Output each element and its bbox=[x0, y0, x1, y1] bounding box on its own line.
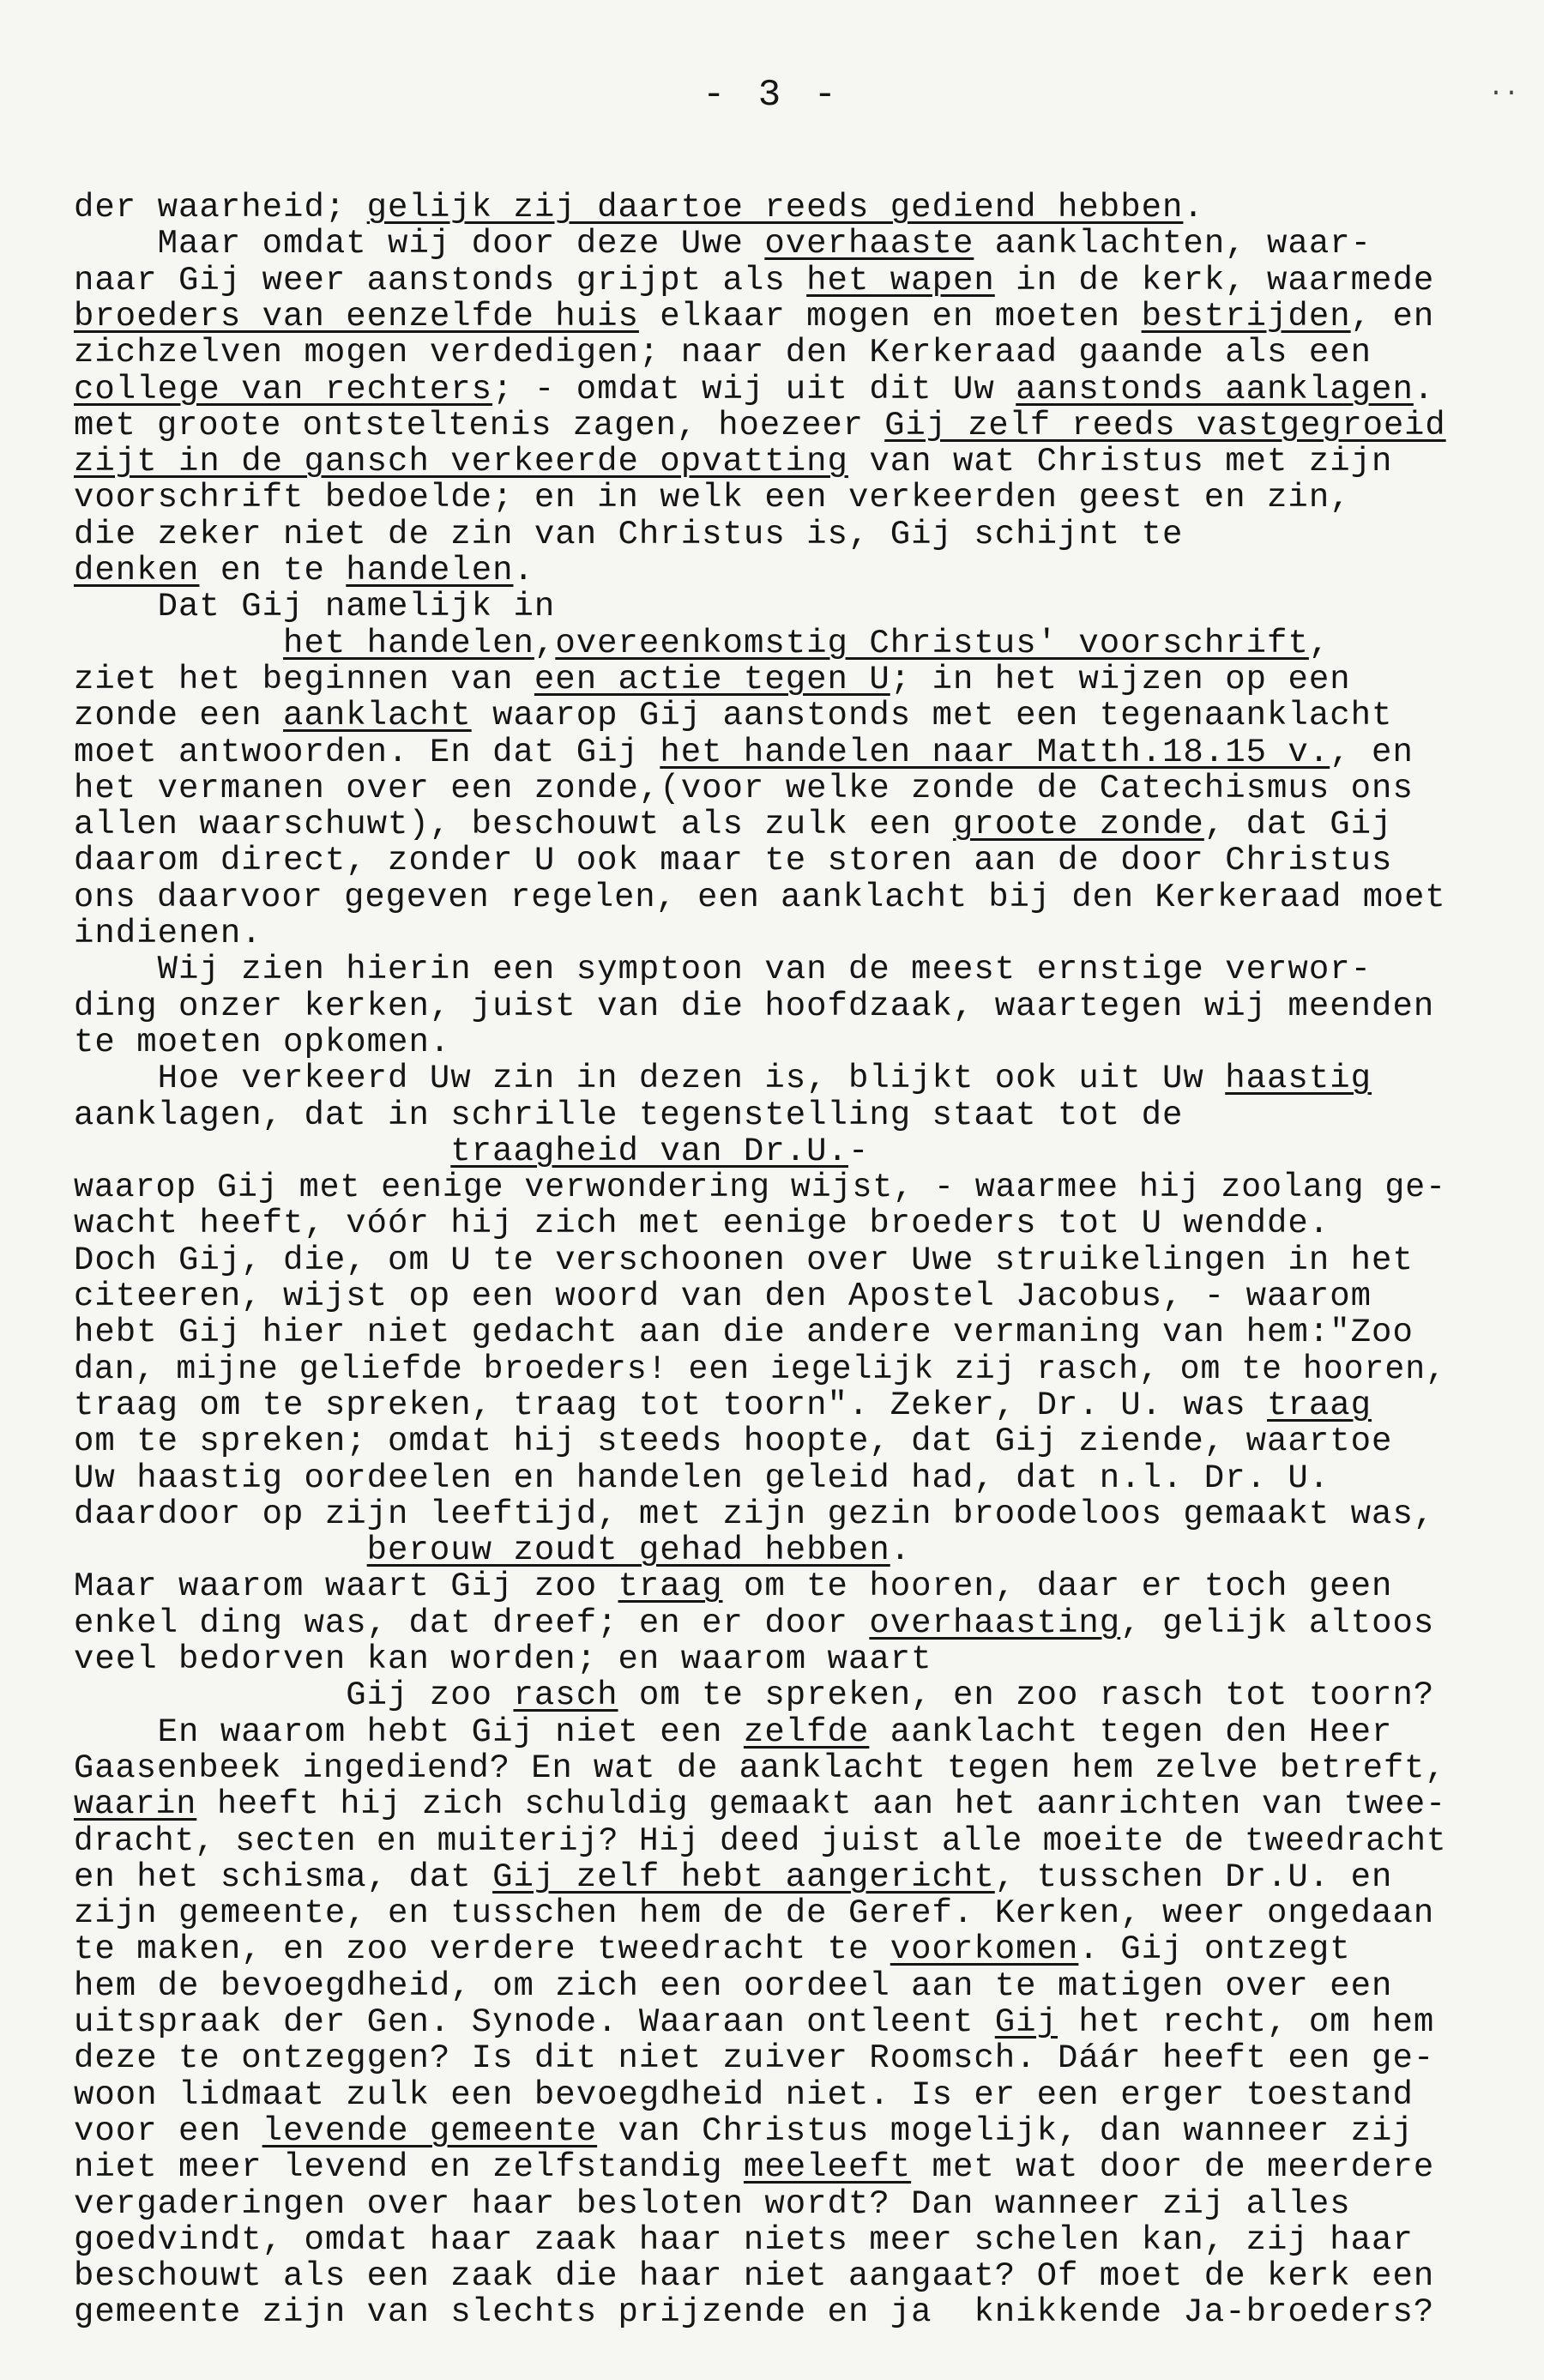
underlined-phrase: waarin bbox=[74, 1785, 197, 1824]
text-segment: ; - omdat wij uit dit Uw bbox=[492, 370, 1016, 408]
underlined-phrase: overhaaste bbox=[764, 225, 974, 263]
text-segment: moet antwoorden. En dat Gij bbox=[74, 733, 660, 771]
text-segment: niet meer levend en zelfstandig bbox=[74, 2148, 744, 2187]
text-segment: allen waarschuwt), beschouwt als zulk een bbox=[74, 806, 953, 844]
text-segment: dracht, secten en muiterij? Hij deed juist alle moeite de tweedracht bbox=[74, 1821, 1447, 1860]
text-line bbox=[74, 335, 1372, 370]
text-segment: die zeker niet de zin van Christus is, Gij schijnt te bbox=[74, 515, 1184, 553]
underlined-phrase: broeders van eenzelfde huis bbox=[74, 297, 639, 335]
text-segment: , bbox=[534, 624, 556, 662]
text-segment: zijn gemeente, en tusschen hem de de Geref. Kerken, weer ongedaan bbox=[74, 1894, 1435, 1933]
underlined-phrase: overhaasting bbox=[869, 1604, 1121, 1642]
text-segment: van Christus mogelijk, dan wanneer zij bbox=[597, 2111, 1414, 2150]
underlined-phrase: voorkomen bbox=[890, 1930, 1079, 1969]
underlined-phrase: Gij zelf reeds vastgegroeid bbox=[884, 406, 1446, 444]
text-segment: . bbox=[1183, 189, 1204, 227]
underlined-phrase: overeenkomstig Christus' voorschrift bbox=[555, 624, 1309, 662]
underlined-phrase: traag bbox=[1267, 1386, 1372, 1424]
text-segment bbox=[74, 1133, 450, 1170]
text-line bbox=[74, 1678, 1434, 1713]
underlined-phrase: zijt in de gansch verkeerde opvatting bbox=[74, 443, 848, 481]
text-line bbox=[74, 1170, 1446, 1205]
underlined-phrase: meeleeft bbox=[743, 2148, 912, 2187]
underlined-phrase: rasch bbox=[513, 1676, 618, 1715]
underlined-phrase: aanstonds aanklagen bbox=[1016, 370, 1414, 408]
underlined-phrase: levende gemeente bbox=[262, 2111, 598, 2150]
text-line bbox=[74, 227, 1372, 261]
text-line bbox=[74, 1497, 1434, 1531]
text-segment: indienen. bbox=[74, 915, 262, 952]
text-line bbox=[74, 1533, 911, 1568]
text-segment: wacht heeft, vóór hij zich met eenige broeders tot U wendde. bbox=[74, 1205, 1330, 1243]
text-segment: der waarheid; bbox=[74, 189, 367, 227]
text-segment: heeft hij zich schuldig gemaakt aan het aanrichten van twee- bbox=[196, 1785, 1447, 1824]
text-line bbox=[74, 916, 262, 951]
text-line bbox=[74, 2184, 1351, 2223]
text-segment: het recht, om hem bbox=[1058, 2003, 1435, 2041]
text-segment: zonde een bbox=[74, 697, 284, 735]
underlined-phrase: college van rechters bbox=[74, 370, 493, 408]
text-segment: Dat Gij namelijk in bbox=[74, 588, 556, 626]
text-line bbox=[74, 952, 1372, 987]
underlined-phrase: zelfde bbox=[743, 1713, 870, 1751]
text-segment: Uw haastig oordeelen en handelen geleid had, dat n.l. Dr. U. bbox=[74, 1459, 1330, 1497]
underlined-phrase: handelen bbox=[346, 552, 514, 589]
text-line bbox=[74, 1751, 1446, 1785]
text-segment: ons daarvoor gegeven regelen, een aanklacht bij den Kerkeraad moet bbox=[74, 878, 1446, 916]
text-line bbox=[74, 735, 1414, 770]
underlined-phrase: het handelen bbox=[283, 624, 534, 662]
text-segment: aanklacht tegen den Heer bbox=[869, 1713, 1393, 1751]
text-segment: te moeten opkomen. bbox=[74, 1023, 451, 1061]
text-segment: Hoe verkeerd Uw zin in dezen is, blijkt ook uit Uw bbox=[74, 1060, 1226, 1098]
text-segment: . bbox=[513, 552, 534, 589]
text-segment: goedvindt, omdat haar zaak haar niets meer schelen kan, zij haar bbox=[74, 2220, 1414, 2259]
underlined-phrase: aanklacht bbox=[283, 697, 472, 735]
text-segment: het vermanen over een zonde,(voor welke zonde de Catechismus ons bbox=[74, 769, 1414, 807]
text-segment: naar Gij weer aanstonds grijpt als bbox=[74, 261, 807, 299]
text-segment: uitspraak der Gen. Synode. Waaraan ontleent bbox=[74, 2003, 995, 2041]
text-line bbox=[74, 1461, 1330, 1495]
underlined-phrase: berouw zoudt gehad hebben bbox=[366, 1531, 890, 1570]
text-line bbox=[74, 1424, 1392, 1459]
text-segment: vergaderingen over haar besloten wordt? Dan wanneer zij alles bbox=[74, 2184, 1351, 2223]
underlined-phrase: traag bbox=[618, 1568, 723, 1606]
text-segment: hem de bevoegdheid, om zich een oordeel aan te matigen over een bbox=[74, 1966, 1393, 2005]
underlined-phrase: denken bbox=[74, 552, 200, 589]
text-line bbox=[74, 807, 1392, 842]
text-line bbox=[74, 1098, 1183, 1133]
text-segment: ; in het wijzen op een bbox=[890, 660, 1351, 698]
text-segment: , bbox=[1308, 624, 1330, 662]
text-line bbox=[74, 408, 1446, 443]
text-line bbox=[74, 1025, 450, 1060]
underlined-phrase: gelijk zij daartoe reeds gediend hebben bbox=[366, 189, 1184, 227]
text-line bbox=[74, 589, 555, 624]
text-segment: zichzelven mogen verdedigen; naar den Kerkeraad gaande als een bbox=[74, 334, 1372, 372]
underlined-phrase: het handelen naar Matth.18.15 v. bbox=[660, 733, 1330, 771]
text-segment: hebt Gij hier niet gedacht aan die andere vermaning van hem:"Zoo bbox=[74, 1314, 1414, 1352]
text-line bbox=[74, 1569, 1392, 1604]
text-segment: beschouwt als een zaak die haar niet aangaat? Of moet de kerk een bbox=[74, 2257, 1435, 2296]
text-line bbox=[74, 299, 1434, 334]
text-segment: aanklachten, waar- bbox=[974, 225, 1372, 263]
text-segment: te maken, en zoo verdere tweedracht te bbox=[74, 1930, 890, 1969]
text-line bbox=[74, 2111, 1414, 2150]
text-segment: En waarom hebt Gij niet een bbox=[74, 1713, 744, 1751]
text-line bbox=[74, 2293, 1435, 2332]
underlined-phrase: groote zonde bbox=[952, 806, 1204, 844]
text-segment: traag om te spreken, traag tot toorn". Zeker, Dr. U. was bbox=[74, 1386, 1268, 1424]
text-segment: , en bbox=[1330, 733, 1414, 771]
text-line bbox=[74, 517, 1183, 552]
text-line bbox=[74, 1315, 1414, 1350]
text-segment: waarop Gij met eenige verwondering wijst, - waarmee hij zoolang ge- bbox=[74, 1169, 1447, 1207]
underlined-phrase: het wapen bbox=[806, 261, 995, 299]
text-segment: . Gij ontzegt bbox=[1078, 1930, 1351, 1969]
text-line bbox=[74, 1243, 1414, 1278]
text-segment: enkel ding was, dat dreef; en er door bbox=[74, 1604, 870, 1642]
text-line bbox=[74, 2075, 1414, 2114]
text-line bbox=[74, 2005, 1434, 2039]
text-segment: , en bbox=[1350, 297, 1435, 335]
text-line bbox=[74, 771, 1414, 806]
text-line bbox=[74, 1606, 1434, 1640]
text-segment: deze te ontzeggen? Is dit niet zuiver Roomsch. Dáár heeft een ge- bbox=[74, 2039, 1435, 2078]
text-segment bbox=[74, 625, 283, 662]
text-segment bbox=[74, 1531, 367, 1569]
text-segment: veel bedorven kan worden; en waarom waart bbox=[74, 1640, 932, 1678]
text-segment: , gelijk altoos bbox=[1120, 1604, 1435, 1642]
text-line bbox=[74, 1061, 1372, 1096]
text-segment: om te spreken; omdat hij steeds hoopte, dat Gij ziende, waartoe bbox=[74, 1423, 1393, 1461]
underlined-phrase: een actie tegen U bbox=[534, 660, 890, 698]
text-line bbox=[74, 1206, 1330, 1241]
text-segment: in de kerk, waarmede bbox=[994, 261, 1435, 299]
text-segment: Wij zien hierin een symptoon van de meest ernstige verwor- bbox=[74, 951, 1372, 989]
text-segment: , dat Gij bbox=[1203, 806, 1393, 844]
text-line bbox=[74, 1930, 1351, 1969]
text-line bbox=[74, 480, 1351, 515]
text-segment: . bbox=[890, 1531, 912, 1570]
text-line bbox=[74, 1134, 869, 1169]
text-segment: . bbox=[1413, 370, 1435, 408]
underlined-phrase: Gij zelf hebt aangericht bbox=[492, 1857, 995, 1896]
underlined-phrase: bestrijden bbox=[1141, 297, 1351, 335]
text-line bbox=[74, 2039, 1435, 2078]
text-segment: , tusschen Dr.U. en bbox=[994, 1857, 1393, 1896]
text-segment: woon lidmaat zulk een bevoegdheid niet. Is er een erger toestand bbox=[74, 2075, 1414, 2114]
text-line bbox=[74, 1857, 1393, 1896]
text-line bbox=[74, 843, 1392, 878]
text-segment: Maar waarom waart Gij zoo bbox=[74, 1568, 618, 1606]
text-segment: elkaar mogen en moeten bbox=[638, 297, 1142, 335]
text-line bbox=[74, 190, 1204, 225]
text-line bbox=[74, 662, 1351, 697]
underlined-phrase: haastig bbox=[1225, 1060, 1372, 1098]
text-line bbox=[74, 1785, 1447, 1824]
text-line bbox=[74, 698, 1392, 733]
text-line bbox=[74, 444, 1392, 479]
text-segment: met groote ontsteltenis zagen, hoezeer bbox=[74, 406, 885, 444]
text-line bbox=[74, 2220, 1414, 2259]
text-segment: gemeente zijn van slechts prijzende en ja knikkende Ja-broeders? bbox=[74, 2293, 1435, 2332]
text-segment: waarop Gij aanstonds met een tegenaanklacht bbox=[471, 697, 1393, 735]
text-line bbox=[74, 263, 1434, 298]
text-line bbox=[74, 1894, 1435, 1933]
text-line bbox=[74, 626, 1330, 661]
text-line bbox=[74, 880, 1446, 915]
text-segment: daardoor op zijn leeftijd, met zijn gezin broodeloos gemaakt was, bbox=[74, 1495, 1435, 1533]
text-line bbox=[74, 1821, 1447, 1860]
text-segment: en het schisma, dat bbox=[74, 1857, 493, 1896]
text-line bbox=[74, 372, 1434, 407]
text-segment: voorschrift bedoelde; en in welk een verkeerden geest en zin, bbox=[74, 479, 1351, 517]
text-segment: van wat Christus met zijn bbox=[847, 443, 1393, 481]
text-line bbox=[74, 1388, 1372, 1423]
text-line bbox=[74, 553, 534, 588]
text-segment: - bbox=[847, 1132, 870, 1170]
text-segment: Gij zoo bbox=[74, 1676, 514, 1715]
corner-mark: .. bbox=[1488, 74, 1520, 103]
text-line bbox=[74, 1642, 932, 1676]
text-line bbox=[74, 1966, 1393, 2005]
text-segment: aanklagen, dat in schrille tegenstelling staat tot de bbox=[74, 1096, 1184, 1134]
text-segment: ding onzer kerken, juist van die hoofdzaak, waartegen wij meenden bbox=[74, 987, 1435, 1025]
text-line bbox=[74, 2257, 1435, 2296]
text-line bbox=[74, 989, 1434, 1024]
text-line bbox=[74, 1715, 1392, 1749]
underlined-phrase: traagheid van Dr.U. bbox=[450, 1132, 848, 1170]
underlined-phrase: Gij bbox=[994, 2003, 1058, 2041]
text-segment: om te spreken, en zoo rasch tot toorn? bbox=[618, 1676, 1435, 1715]
text-segment: ziet het beginnen van bbox=[74, 660, 534, 698]
text-segment: met wat door de meerdere bbox=[911, 2148, 1435, 2187]
text-segment: dan, mijne geliefde broeders! een iegelijk zij rasch, om te hooren, bbox=[74, 1350, 1447, 1388]
text-line bbox=[74, 1352, 1446, 1386]
text-segment: daarom direct, zonder U ook maar te storen aan de door Christus bbox=[74, 842, 1393, 880]
text-segment: Doch Gij, die, om U te verschoonen over Uwe struikelingen in het bbox=[74, 1241, 1414, 1279]
text-line bbox=[74, 2148, 1435, 2187]
text-segment: en te bbox=[199, 552, 347, 589]
text-segment: voor een bbox=[74, 2111, 262, 2150]
text-segment: Gaasenbeek ingediend? En wat de aanklacht tegen hem zelve betreft, bbox=[74, 1749, 1446, 1787]
text-segment: om te hooren, daar er toch geen bbox=[722, 1568, 1393, 1606]
page-number: - 3 - bbox=[702, 74, 842, 117]
text-segment: citeeren, wijst op een woord van den Apostel Jacobus, - waarom bbox=[74, 1278, 1372, 1315]
text-segment: Maar omdat wij door deze Uwe bbox=[74, 225, 765, 263]
text-line bbox=[74, 1279, 1372, 1314]
